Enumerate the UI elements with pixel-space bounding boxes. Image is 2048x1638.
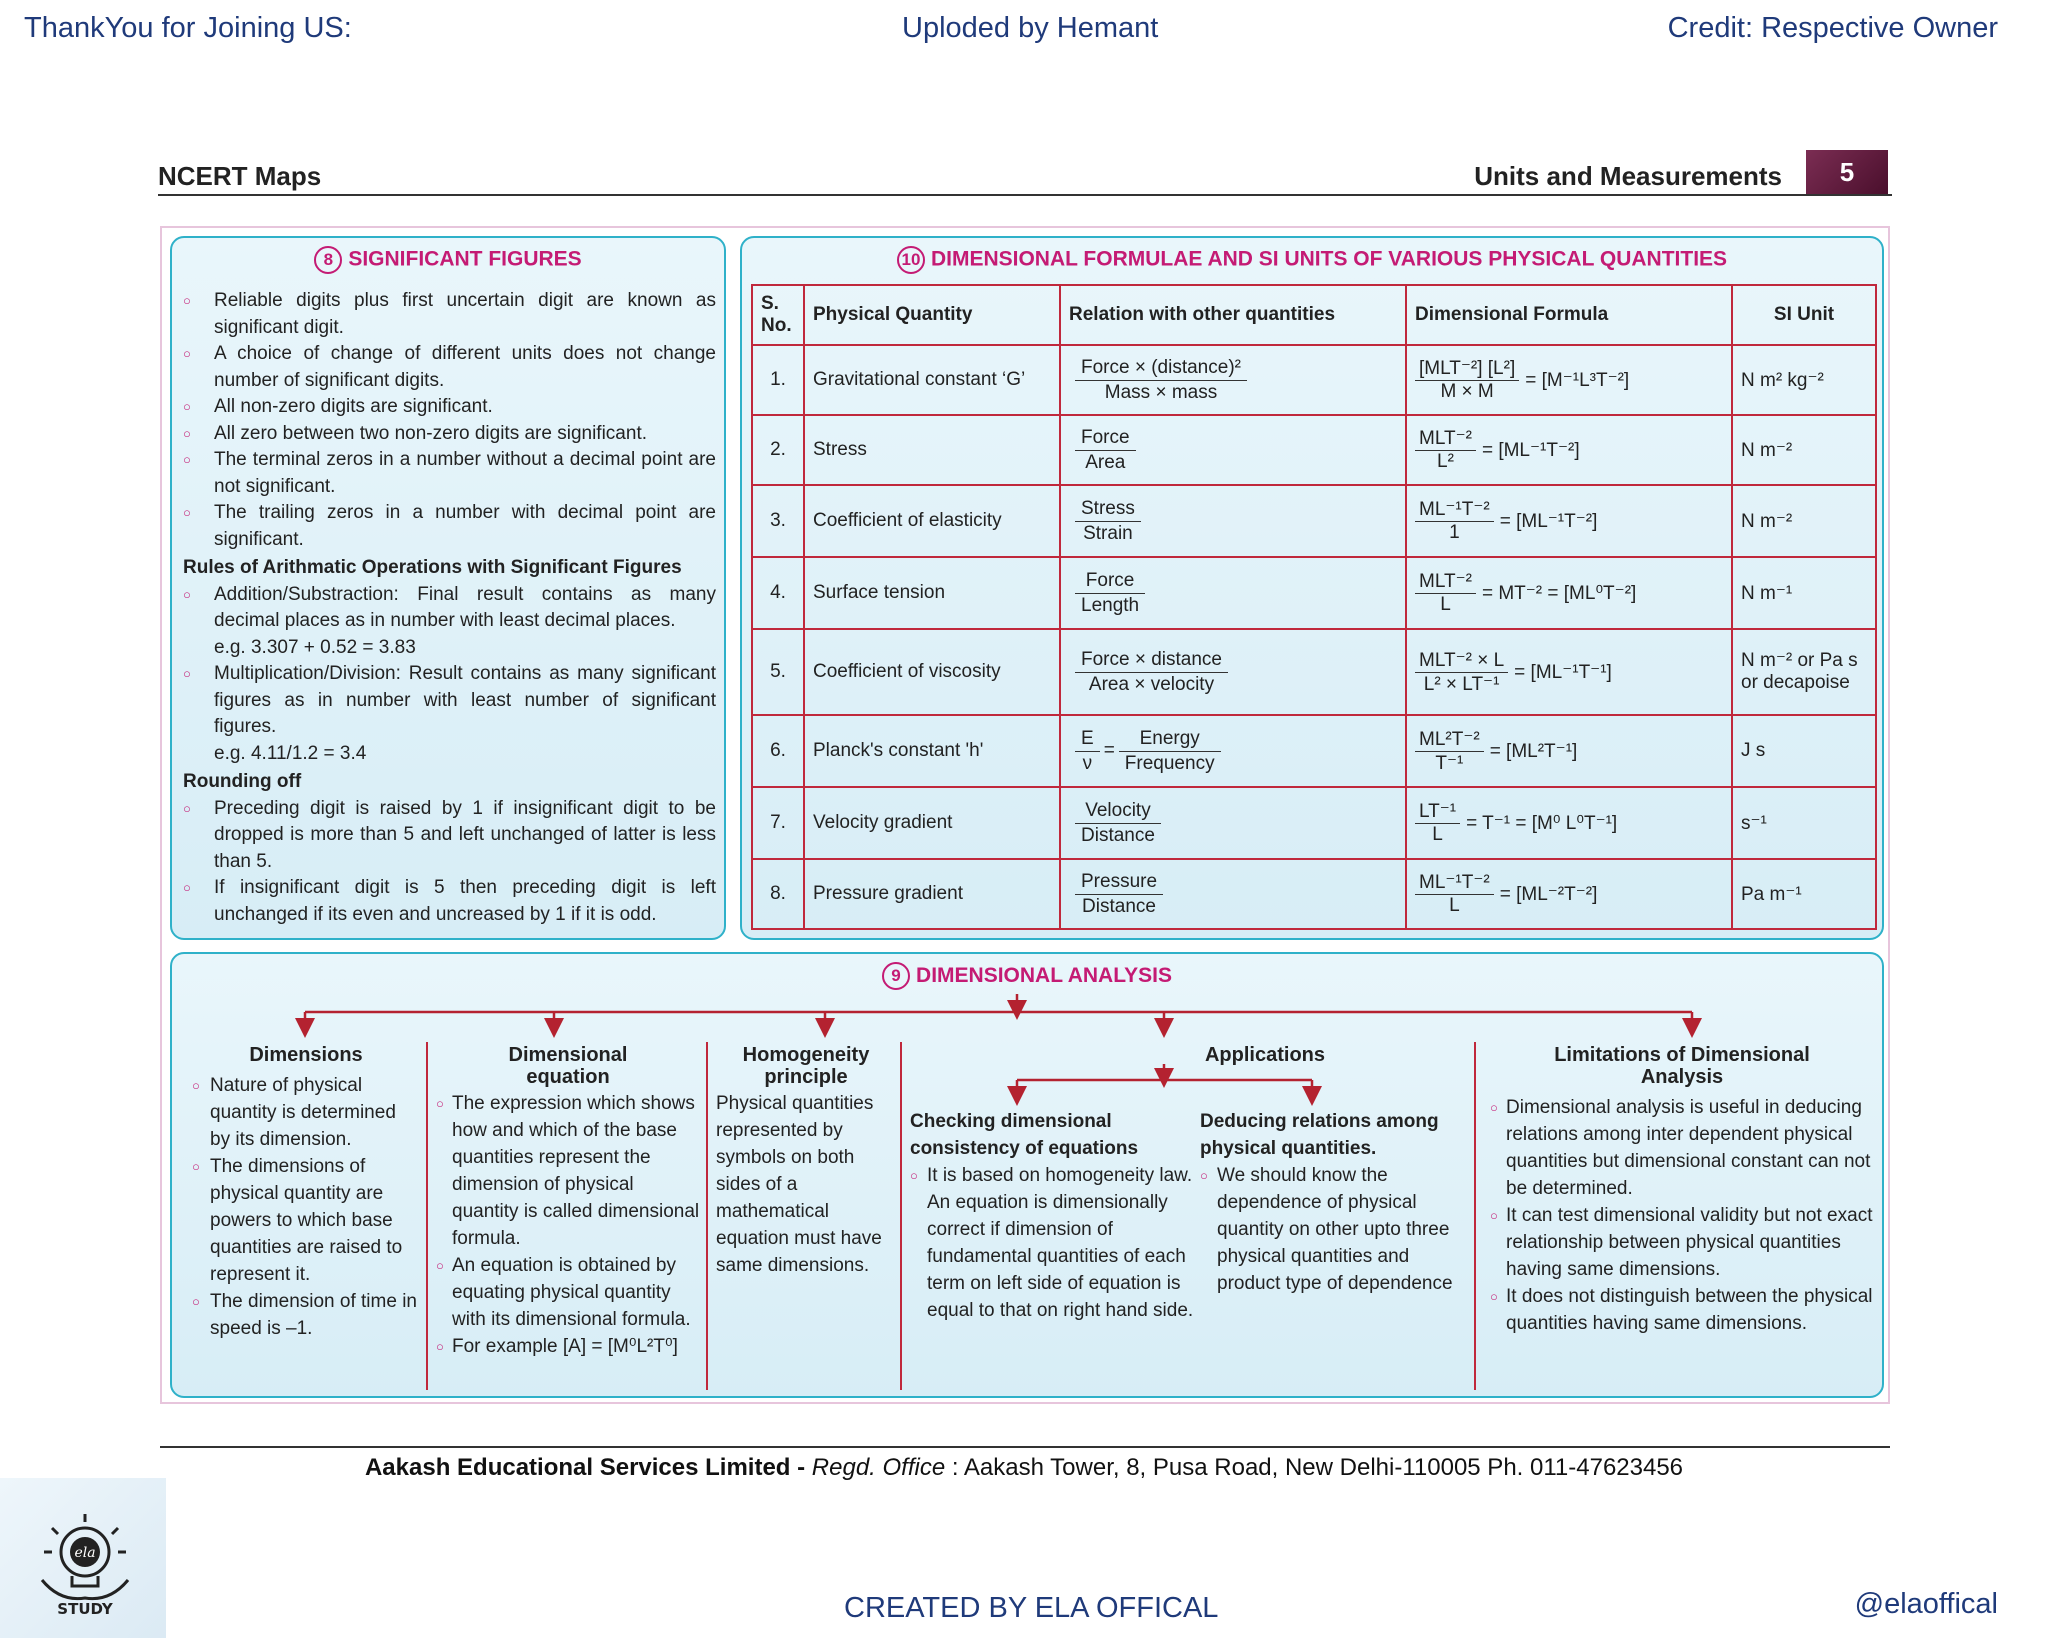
list-item: ○ The dimensions of physical quantity are powers to which base quantities are raised to represent it. (192, 1153, 420, 1288)
rule-example: e.g. 4.11/1.2 = 3.4 (214, 742, 367, 764)
footer-rule (160, 1446, 1890, 1448)
numerator: [MLT⁻²] [L²] (1415, 357, 1519, 381)
footer-company: Aakash Educational Services Limited - (364, 1454, 806, 1481)
homogeneity-text: Physical quantities represented by symbols on both sides of a mathematical equation must have same dimensions. (716, 1093, 882, 1276)
numerator: Force (1075, 426, 1136, 451)
page-number: 5 (1806, 150, 1888, 194)
dimensional-analysis-panel (170, 952, 1884, 1398)
footer-office-text: : Aakash Tower, 8, Pusa Road, New Delhi-110005 Ph. 011-47623456 (951, 1454, 1684, 1481)
significant-figures-body (183, 288, 716, 928)
denominator: ν (1082, 752, 1093, 774)
page-header (158, 150, 1892, 196)
cell-formula (1406, 415, 1732, 485)
numerator: Energy (1119, 727, 1221, 752)
page-header-left: NCERT Maps (158, 161, 322, 191)
table-body (752, 345, 1876, 929)
fraction (1075, 356, 1247, 405)
fraction (1415, 649, 1508, 696)
header-unit: SI Unit (1732, 285, 1876, 345)
footer-office-label: Regd. Office (811, 1454, 946, 1481)
fraction (1119, 727, 1221, 776)
fraction (1075, 727, 1100, 776)
list-item: ○ Nature of physical quantity is determined by its dimension. (192, 1072, 420, 1153)
cell-quantity: Velocity gradient (804, 787, 1060, 859)
dimensional-formulae-table (751, 284, 1877, 930)
header-relation: Relation with other quantities (1060, 285, 1406, 345)
cell-relation (1060, 859, 1406, 929)
numerator: Force × distance (1075, 648, 1228, 673)
fraction (1415, 357, 1519, 403)
cell-formula (1406, 859, 1732, 929)
header-sno: S. No. (752, 285, 804, 345)
formula-result: = [M⁻¹L³T⁻²] (1525, 369, 1630, 391)
cell-quantity: Surface tension (804, 557, 1060, 629)
list-item: ○ The terminal zeros in a number without a decimal point are not significant. (183, 447, 716, 500)
denominator: Frequency (1124, 752, 1215, 774)
applications-title: Applications (1204, 1044, 1325, 1066)
dimensions-title: Dimensions (249, 1044, 363, 1066)
rules-heading: Rules of Arithmatic Operations with Significant Figures (183, 557, 682, 578)
cell-unit: N m⁻² or Pa s or decapoise (1732, 629, 1876, 715)
denominator: Strain (1083, 522, 1133, 544)
formula-result: = MT⁻² = [ML⁰T⁻²] (1481, 582, 1637, 604)
dimensional-formulae-panel (740, 236, 1884, 940)
table-header-row (752, 285, 1876, 345)
equals-sign: = (1103, 740, 1115, 761)
dimensional-formulae-title (742, 246, 1882, 274)
cell-sno: 6. (752, 715, 804, 787)
fraction (1075, 648, 1228, 697)
fraction (1075, 497, 1141, 546)
numerator: LT⁻¹ (1415, 800, 1460, 824)
denominator: M × M (1440, 381, 1494, 402)
fraction (1415, 427, 1476, 473)
rule-text: Multiplication/Division: Result contains as many significant figures as in number with least number of significant figures. (214, 663, 716, 737)
denominator: Mass × mass (1104, 381, 1218, 403)
banner-center: Uploded by Hemant (902, 12, 1159, 44)
cell-sno: 7. (752, 787, 804, 859)
dimensional-equation-title: Dimensional equation (508, 1044, 628, 1088)
limitations-column (1490, 1044, 1874, 1337)
formula-result: = [ML²T⁻¹] (1489, 740, 1578, 762)
rule-example: e.g. 3.307 + 0.52 = 3.83 (214, 636, 416, 658)
significant-figures-title (172, 246, 724, 274)
formula-result: = [ML⁻¹T⁻²] (1481, 439, 1580, 461)
cell-formula (1406, 715, 1732, 787)
numerator: Force (1075, 569, 1145, 594)
fraction (1415, 871, 1494, 917)
ela-study-logo-icon (30, 1506, 140, 1616)
table-row (752, 485, 1876, 557)
cell-quantity: Planck's constant 'h' (804, 715, 1060, 787)
cell-quantity: Coefficient of viscosity (804, 629, 1060, 715)
fraction (1075, 569, 1145, 618)
table-row (752, 629, 1876, 715)
cell-unit: J s (1732, 715, 1876, 787)
cell-quantity: Pressure gradient (804, 859, 1060, 929)
list-item: ○ It is based on homogeneity law. An equation is dimensionally correct if dimension of fundamental quantities of each term on left side of equation is equal to that on right hand side. (910, 1162, 1194, 1324)
banner-right: Credit: Respective Owner (1667, 12, 1998, 44)
denominator: 1 (1449, 522, 1460, 543)
dimensional-equation-column (436, 1044, 700, 1360)
cell-unit: N m² kg⁻² (1732, 345, 1876, 415)
numerator: Velocity (1075, 799, 1161, 824)
fraction (1075, 426, 1136, 475)
denominator: Area × velocity (1088, 673, 1215, 695)
cell-sno: 4. (752, 557, 804, 629)
table-row (752, 557, 1876, 629)
deducing-title: Deducing relations among physical quantities. (1200, 1111, 1439, 1159)
numerator: Force × (distance)² (1075, 356, 1247, 381)
fraction (1075, 870, 1163, 919)
numerator: Stress (1075, 497, 1141, 522)
cell-quantity: Gravitational constant ‘G’ (804, 345, 1060, 415)
cell-formula (1406, 629, 1732, 715)
list-item: ○ All non-zero digits are significant. (183, 394, 716, 421)
applications-column (910, 1044, 1470, 1321)
cell-relation (1060, 415, 1406, 485)
column-divider (426, 1042, 428, 1390)
created-by: CREATED BY ELA OFFICAL (844, 1592, 1219, 1624)
section-number: 8 (314, 246, 342, 274)
cell-unit: Pa m⁻¹ (1732, 859, 1876, 929)
denominator: L² (1437, 451, 1454, 472)
page-header-right: Units and Measurements (1474, 161, 1782, 191)
denominator: L² × LT⁻¹ (1423, 673, 1500, 695)
denominator: L (1449, 895, 1460, 916)
header-quantity: Physical Quantity (804, 285, 1060, 345)
formula-result: = T⁻¹ = [M⁰ L⁰T⁻¹] (1466, 812, 1618, 834)
banner-left: ThankYou for Joining US: (24, 12, 352, 44)
formula-result: = [ML⁻²T⁻²] (1499, 883, 1598, 905)
numerator: MLT⁻² (1415, 570, 1476, 594)
footer-address (0, 1454, 2048, 1482)
denominator: Length (1081, 594, 1140, 616)
list-item (183, 661, 716, 741)
cell-relation (1060, 485, 1406, 557)
dimensions-column (192, 1044, 420, 1342)
cell-unit: s⁻¹ (1732, 787, 1876, 859)
significant-figures-panel (170, 236, 726, 940)
fraction (1415, 570, 1476, 616)
section-number: 10 (897, 246, 925, 274)
cell-relation (1060, 715, 1406, 787)
rule-text: Addition/Substraction: Final result contains as many decimal places as in number with least decimal places. (214, 583, 716, 631)
logo-text: STUDY (57, 1600, 113, 1616)
list-item: ○ We should know the dependence of physical quantity on other upto three physical quantities and product type of dependence (1200, 1162, 1468, 1297)
cell-relation (1060, 345, 1406, 415)
fraction (1415, 498, 1494, 544)
logo-inner-text: ela (74, 1545, 96, 1561)
list-item: ○ Dimensional analysis is useful in deducing relations among inter dependent physical quantities but dimensional constant can not be determined. (1490, 1094, 1874, 1202)
table-row (752, 859, 1876, 929)
column-divider (1474, 1042, 1476, 1390)
deducing-block (1200, 1108, 1468, 1297)
list-item: ○ For example [A] = [M⁰L²T⁰] (436, 1333, 700, 1360)
cell-sno: 1. (752, 345, 804, 415)
cell-sno: 8. (752, 859, 804, 929)
fraction (1075, 799, 1161, 848)
social-handle: @elaoffical (1854, 1588, 1998, 1620)
cell-formula (1406, 345, 1732, 415)
cell-formula (1406, 557, 1732, 629)
numerator: E (1075, 727, 1100, 752)
list-item: ○ Reliable digits plus first uncertain digit are known as significant digit. (183, 288, 716, 341)
denominator: Distance (1082, 895, 1156, 917)
section-title-text: DIMENSIONAL FORMULAE AND SI UNITS OF VARIOUS PHYSICAL QUANTITIES (930, 247, 1728, 271)
numerator: ML⁻¹T⁻² (1415, 871, 1494, 895)
numerator: Pressure (1075, 870, 1163, 895)
section-title-text: DIMENSIONAL ANALYSIS (916, 964, 1172, 987)
denominator: Area (1085, 451, 1126, 473)
list-item: ○ The expression which shows how and which of the base quantities represent the dimension of physical quantity is called dimensional formula. (436, 1090, 700, 1252)
cell-quantity: Stress (804, 415, 1060, 485)
list-item: ○ Preceding digit is raised by 1 if insignificant digit to be dropped is more than 5 and left unchanged of latter is less than 5. (183, 796, 716, 876)
formula-result: = [ML⁻¹T⁻²] (1499, 510, 1598, 532)
fraction (1415, 728, 1484, 775)
list-item: ○ It can test dimensional validity but not exact relationship between physical quantities having same dimensions. (1490, 1202, 1874, 1283)
denominator: Distance (1081, 824, 1155, 846)
cell-quantity: Coefficient of elasticity (804, 485, 1060, 557)
cell-relation (1060, 787, 1406, 859)
section-number: 9 (882, 962, 910, 990)
cell-formula (1406, 787, 1732, 859)
limitations-title: Limitations of Dimensional Analysis (1554, 1044, 1810, 1088)
cell-relation (1060, 557, 1406, 629)
logo-area (0, 1478, 166, 1638)
denominator: L (1440, 594, 1451, 615)
cell-unit: N m⁻² (1732, 415, 1876, 485)
header-formula: Dimensional Formula (1406, 285, 1732, 345)
cell-sno: 5. (752, 629, 804, 715)
cell-relation (1060, 629, 1406, 715)
table-row (752, 415, 1876, 485)
column-divider (900, 1042, 902, 1390)
homogeneity-title: Homogeneity principle (742, 1044, 870, 1088)
list-item: ○ An equation is obtained by equating physical quantity with its dimensional formula. (436, 1252, 700, 1333)
numerator: ML⁻¹T⁻² (1415, 498, 1494, 522)
cell-unit: N m⁻² (1732, 485, 1876, 557)
table-row (752, 345, 1876, 415)
checking-title: Checking dimensional consistency of equations (910, 1111, 1139, 1159)
list-item: ○ It does not distinguish between the physical quantities having same dimensions. (1490, 1283, 1874, 1337)
cell-formula (1406, 485, 1732, 557)
list-item: ○ The trailing zeros in a number with decimal point are significant. (183, 500, 716, 553)
list-item: ○ The dimension of time in speed is –1. (192, 1288, 420, 1342)
rounding-heading: Rounding off (183, 771, 302, 792)
cell-sno: 3. (752, 485, 804, 557)
section-title-text: SIGNIFICANT FIGURES (348, 247, 582, 271)
numerator: ML²T⁻² (1415, 728, 1484, 752)
checking-block (910, 1108, 1194, 1324)
table-row (752, 715, 1876, 787)
fraction (1415, 800, 1460, 846)
homogeneity-column (716, 1044, 896, 1279)
table-row (752, 787, 1876, 859)
numerator: MLT⁻² (1415, 427, 1476, 451)
list-item: ○ A choice of change of different units does not change number of significant digits. (183, 341, 716, 394)
column-divider (706, 1042, 708, 1390)
list-item: ○ All zero between two non-zero digits are significant. (183, 421, 716, 448)
cell-unit: N m⁻¹ (1732, 557, 1876, 629)
denominator: L (1432, 824, 1443, 845)
list-item (183, 582, 716, 635)
denominator: T⁻¹ (1435, 752, 1464, 774)
cell-sno: 2. (752, 415, 804, 485)
list-item: ○ If insignificant digit is 5 then preceding digit is left unchanged if its even and uncreased by 1 if it is odd. (183, 875, 716, 928)
formula-result: = [ML⁻¹T⁻¹] (1514, 661, 1612, 683)
numerator: MLT⁻² × L (1415, 649, 1508, 673)
